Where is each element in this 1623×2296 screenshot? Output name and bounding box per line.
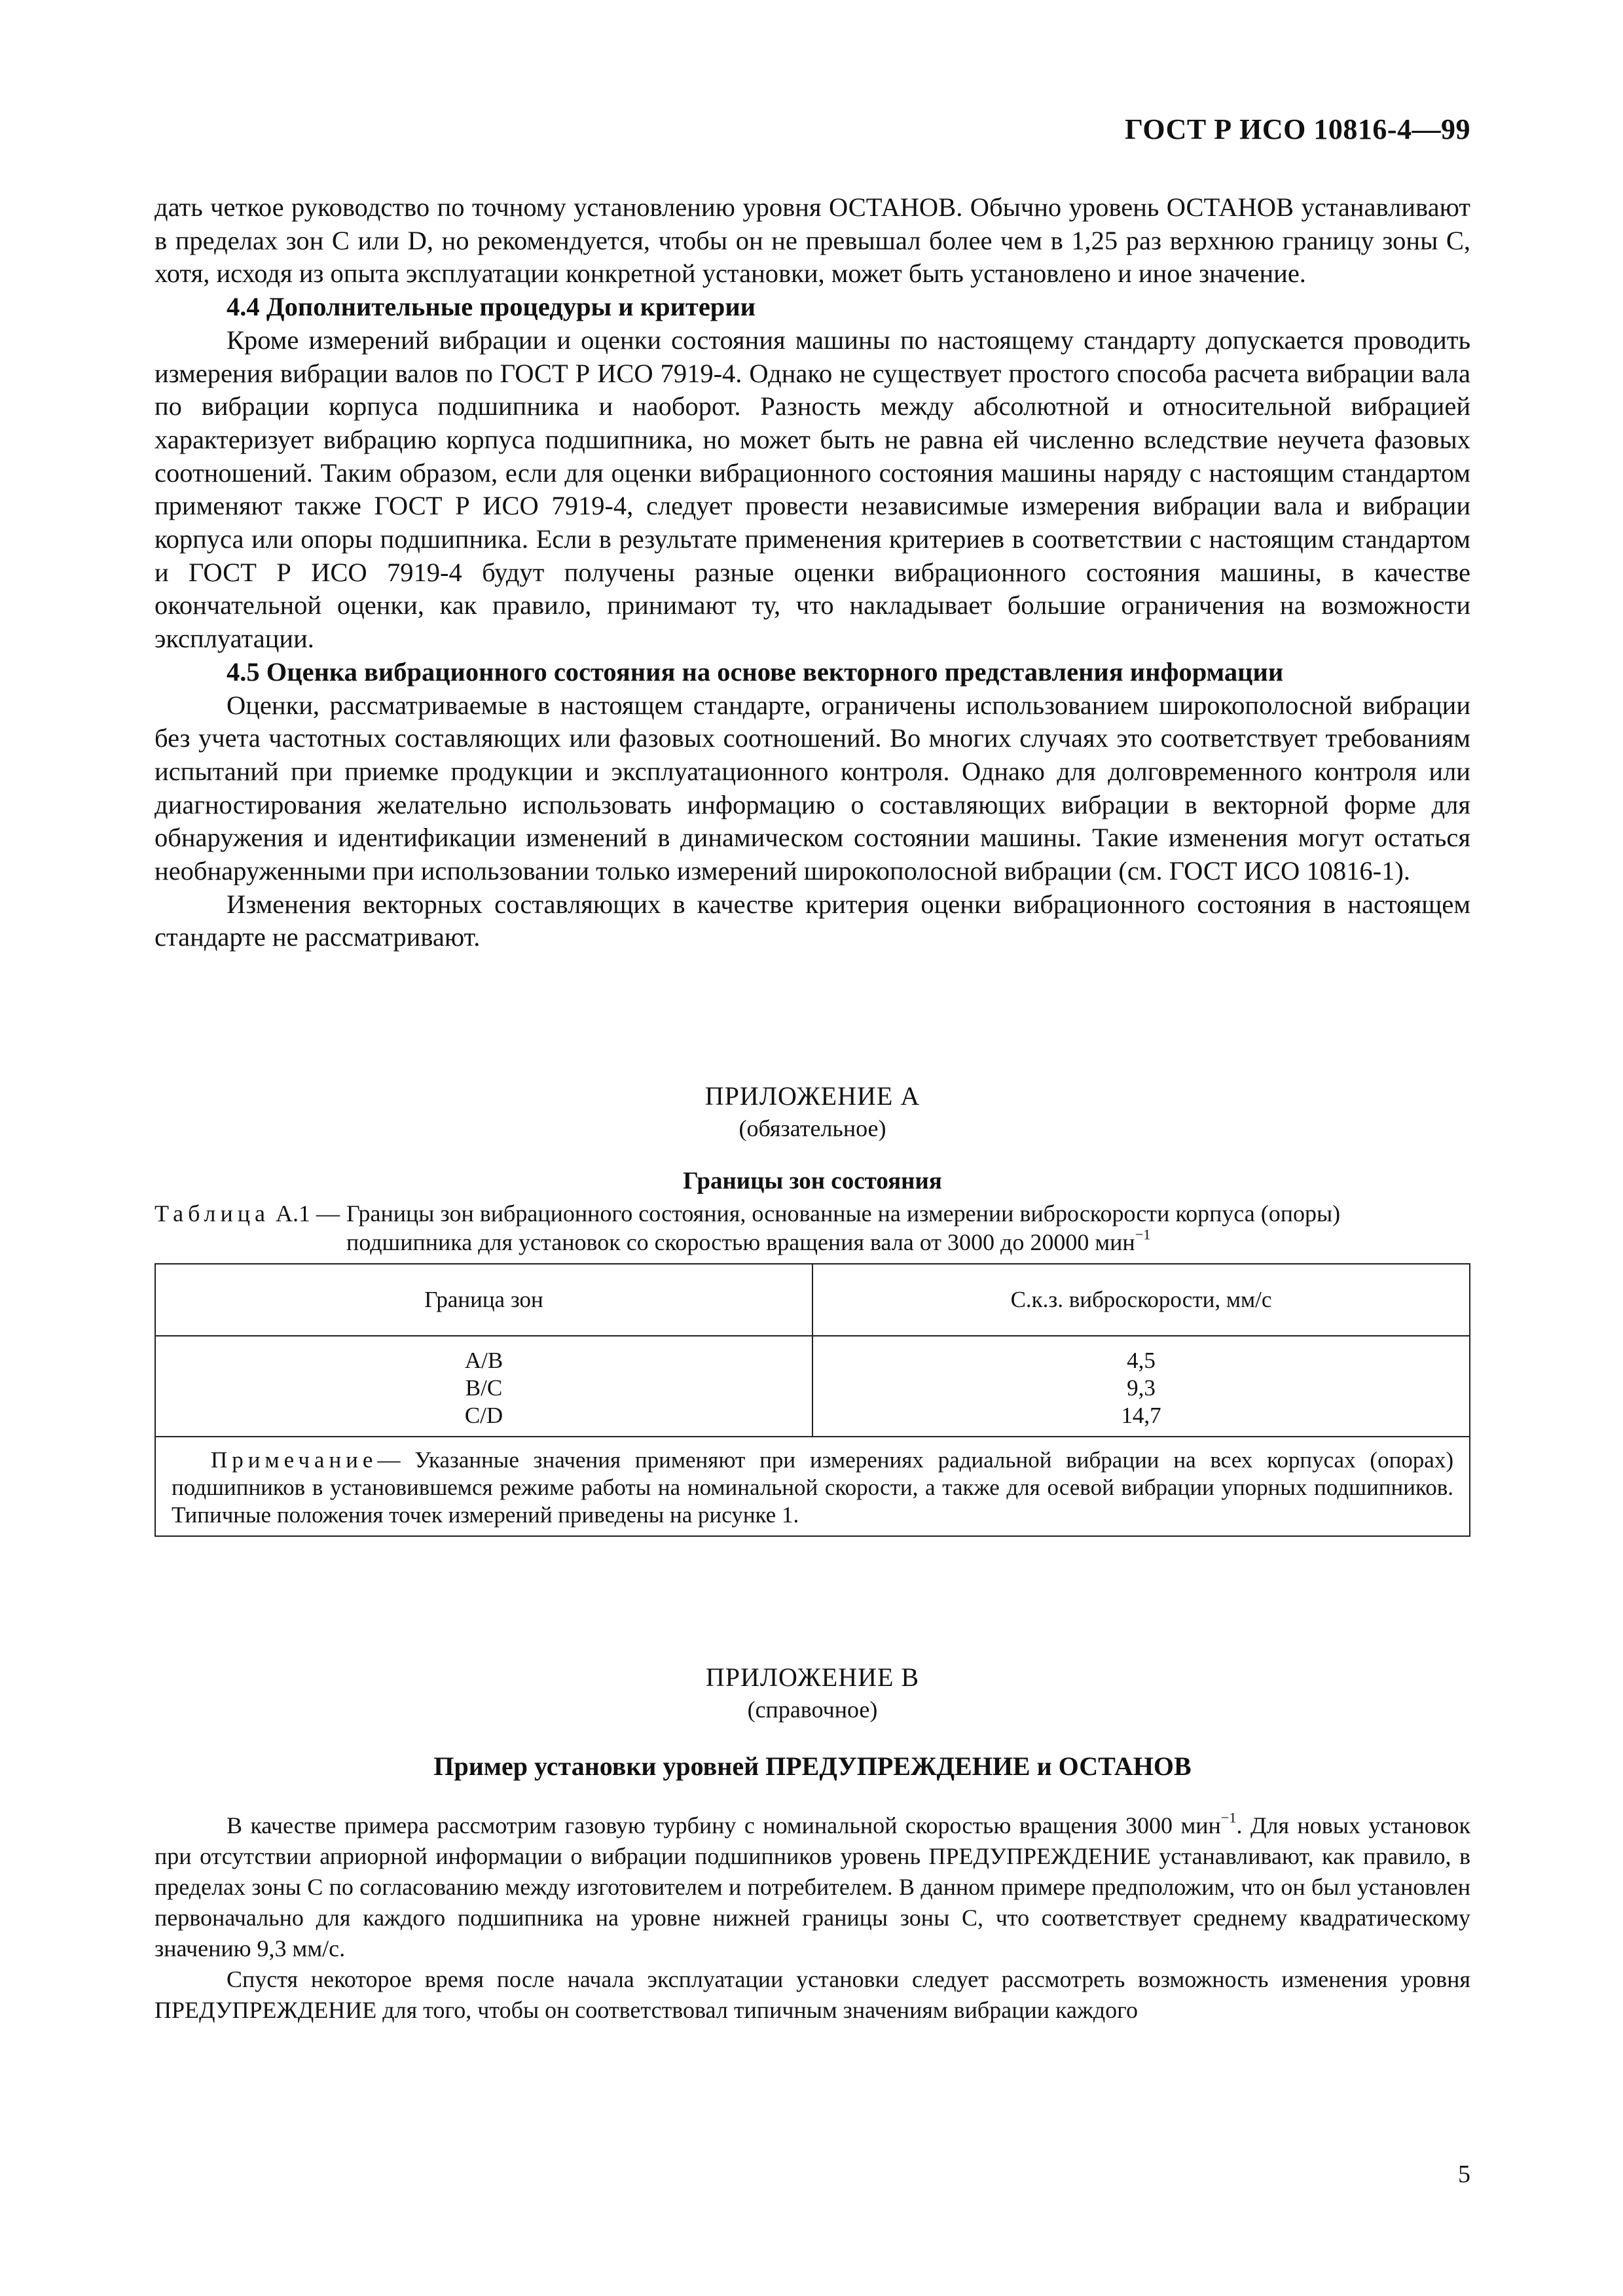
table-row	[155, 1336, 1470, 1437]
appendix-b-paragraph-1: В качестве примера рассмотрим газовую турбину с номинальной скоростью вращения 3000 мин$^{-1}$. Для новых установок при отсутствии априорной информации о вибрации подшипников уровень ПРЕДУПРЕЖДЕНИЕ устанавливают, как правило, в пределах зоны С по согласованию между изготовителем и потребителем. В данном примере предположим, что он был установлен первоначально для каждого подшипника на уровне нижней границы зоны С, что соответствует среднему квадратическому значению 9,3 мм/с.	[155, 1809, 1471, 1962]
intro-paragraph: дать четкое руководство по точному установлению уровня ОСТАНОВ. Обычно уровень ОСТАНОВ устанавливают в пределах зон С или D, но рекомендуется, чтобы он не превышал более чем в 1,25 раз верхнюю границу зоны С, хотя, исходя из опыта эксплуатации конкретной установки, может быть установлено и иное значение.	[155, 192, 1470, 289]
page-number: 5	[1458, 2161, 1470, 2188]
note-text: — Указанные значения применяют при измерениях радиальной вибрации на всех корпусах (опорах) подшипников в установившемся режиме работы на номинальной скорости, а также для осевой вибрации упорных подшипников. Типичные положения точек измерений приведены на рисунке 1.	[172, 1447, 1453, 1528]
table-caption	[155, 1199, 1470, 1257]
note-label: Примечание	[211, 1447, 378, 1473]
zone-boundaries-cell	[155, 1336, 812, 1437]
table-note-row	[155, 1437, 1470, 1536]
zone-cd: C/D	[464, 1403, 503, 1428]
appendix-b-paragraph-2: Спустя некоторое время после начала эксплуатации установки следует рассмотреть возможность изменения уровня ПРЕДУПРЕЖДЕНИЕ для того, чтобы он соответствовал типичным значениям вибрации каждого	[155, 1966, 1470, 2023]
table-caption-text: Границы зон вибрационного состояния, основанные на измерении виброскорости корпуса (опоры) подшипника для установок со скоростью вращения вала от 3000 до 20000 мин$^{-1}$	[346, 1200, 1341, 1255]
appendix-a-title: Границы зон состояния	[683, 1168, 942, 1194]
zone-bc: B/C	[465, 1375, 503, 1401]
main-text	[155, 191, 1470, 954]
appendix-a-status: (обязательное)	[739, 1115, 886, 1141]
section-4-4-paragraph: Кроме измерений вибрации и оценки состояния машины по настоящему стандарту допускается проводить измерения вибрации валов по ГОСТ Р ИСО 7919-4. Однако не существует простого способа расчета вибрации вала по вибрации корпуса подшипника и наоборот. Разность между абсолютной и относительной вибрацией характеризует вибрацию корпуса подшипника, но может быть не равна ей численно вследствие неучета фазовых соотношений. Таким образом, если для оценки вибрационного состояния машины наряду с настоящим стандартом применяют также ГОСТ Р ИСО 7919-4, следует провести независимые измерения вибрации вала и вибрации корпуса или опоры подшипника. Если в результате применения критериев в соответствии с настоящим стандартом и ГОСТ Р ИСО 7919-4 будут получены разные оценки вибрационного состояния машины, в качестве окончательной оценки, как правило, принимают ту, что накладывает большие ограничения на возможности эксплуатации.	[155, 325, 1470, 654]
value-bc: 9,3	[1127, 1375, 1156, 1401]
zone-ab: A/B	[464, 1348, 503, 1373]
appendix-b-title: Пример установки уровней ПРЕДУПРЕЖДЕНИЕ и ОСТАНОВ	[433, 1751, 1192, 1781]
value-cd: 14,7	[1121, 1403, 1161, 1428]
appendix-b-heading: ПРИЛОЖЕНИЕ В	[705, 1662, 920, 1692]
appendix-b-status: (справочное)	[747, 1696, 878, 1723]
appendix-a-heading: ПРИЛОЖЕНИЕ А	[704, 1081, 921, 1111]
section-4-4-title: 4.4 Дополнительные процедуры и критерии	[227, 292, 756, 322]
section-4-5-paragraph-1: Оценки, рассматриваемые в настоящем стандарте, ограничены использованием широкополосной вибрации без учета частотных составляющих или фазовых соотношений. Во многих случаях это соответствует требованиям испытаний при приемке продукции и эксплуатационного контроля. Однако для долговременного контроля или диагностирования желательно использовать информацию о составляющих вибрации в векторной форме для обнаружения и идентификации изменений в динамическом состоянии машины. Такие изменения могут остаться необнаруженными при использовании только измерений широкополосной вибрации (см. ГОСТ ИСО 10816-1).	[155, 690, 1470, 886]
table-note	[155, 1437, 1470, 1536]
col-header-velocity: С.к.з. виброскорости, мм/с	[812, 1264, 1470, 1336]
doc-header-code: ГОСТ Р ИСО 10816-4—99	[1124, 113, 1470, 145]
appendix-b-text	[155, 1810, 1470, 2026]
table-label: Таблица А.1 —	[155, 1200, 340, 1227]
appendix-b	[155, 1661, 1470, 2026]
appendix-a	[155, 1080, 1470, 1537]
table-header-row	[155, 1264, 1470, 1336]
section-4-5-title: 4.5 Оценка вибрационного состояния на основе векторного представления информации	[227, 656, 1284, 687]
value-ab: 4,5	[1127, 1348, 1156, 1373]
zone-limits-table	[155, 1263, 1470, 1537]
section-4-5-paragraph-2: Изменения векторных составляющих в качестве критерия оценки вибрационного состояния в настоящем стандарте не рассматривают.	[155, 889, 1470, 952]
velocity-values-cell	[812, 1336, 1470, 1437]
col-header-zone: Граница зон	[155, 1264, 812, 1336]
